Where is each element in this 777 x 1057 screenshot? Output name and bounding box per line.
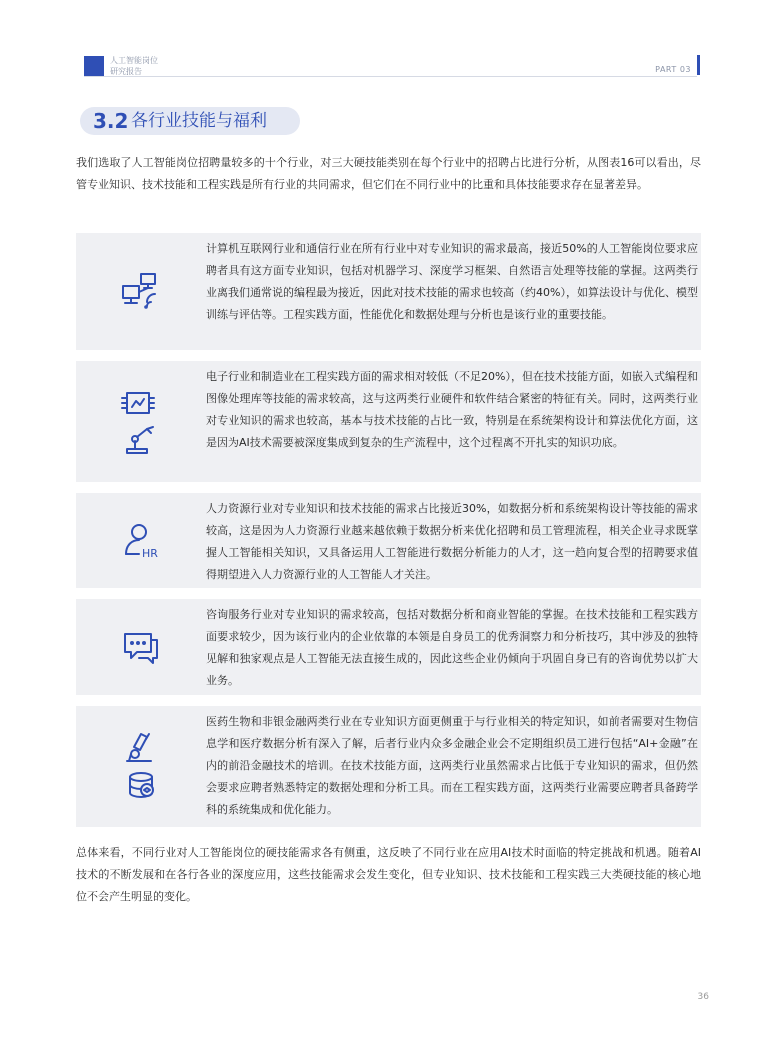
header-report-title: [110, 55, 158, 77]
industry-card-internet: [76, 233, 701, 350]
industry-card-text: 人力资源行业对专业知识和技术技能的需求占比接近30%，如数据分析和系统架构设计等技能的需求较高，这是因为人力资源行业越来越依赖于数据分析来优化招聘和员工管理流程，相关企业寻求既掌握人工智能相关知识，又具备运用人工智能进行数据分析能力的人才，这一趋向复合型的招聘要求值得期望进入人力资源行业的人工智能人才关注。: [206, 502, 698, 581]
hr-person-icon: [106, 493, 176, 588]
industry-card-pharma-finance: [76, 706, 701, 827]
section-title: 各行业技能与福利: [131, 111, 267, 131]
chat-bubble-icon: [106, 599, 176, 695]
conclusion-paragraph: 总体来看，不同行业对人工智能岗位的硬技能需求各有侧重，这反映了不同行业在应用AI技术时面临的特定挑战和机遇。随着AI技术的不断发展和在各行各业的深度应用，这些技能需求会发生变化，但专业知识、技术技能和工程实践三大类硬技能的核心地位不会产生明显的变化。: [76, 846, 701, 903]
industry-card-consulting: [76, 599, 701, 695]
industry-card-text: 咨询服务行业对专业知识的需求较高，包括对数据分析和商业智能的掌握。在技术技能和工程实践方面要求较少，因为该行业内的企业依靠的本领是自身员工的优秀洞察力和分析技巧，其中涉及的独特见解和独家观点是人工智能无法直接生成的，因此这些企业仍倾向于巩固自身已有的咨询优势以扩大业务。: [206, 608, 698, 687]
industry-card-text: 医药生物和非银金融两类行业在专业知识方面更侧重于与行业相关的特定知识，如前者需要对生物信息学和医疗数据分析有深入了解，后者行业内众多金融企业会不定期组织员工进行包括“AI+金融”在内的前沿金融技术的培训。在技术技能方面，这两类行业虽然需求占比低于专业知识的需求，但仍然会要求应聘者熟悉特定的数据处理和分析工具。而在工程实践方面，这两类行业需要应聘者具备跨学科的系统集成和优化能力。: [206, 715, 698, 816]
header-accent-bar: [697, 55, 700, 75]
header-divider: [84, 76, 697, 77]
chip-robot-arm-icon: [106, 361, 176, 482]
header-logo-block: [84, 56, 104, 76]
header-part-label: PART 03: [655, 65, 691, 74]
header-line2: 研究报告: [110, 67, 142, 76]
industry-card-text: 计算机互联网行业和通信行业在所有行业中对专业知识的需求最高，接近50%的人工智能岗位要求应聘者具有这方面专业知识，包括对机器学习、深度学习框架、自然语言处理等技能的掌握。这两类行业离我们通常说的编程最为接近，因此对技术技能的需求也较高（约40%），如算法设计与优化、模型训练与评估等。工程实践方面，性能优化和数据处理与分析也是该行业的重要技能。: [206, 242, 698, 321]
page-number: 36: [697, 992, 709, 1002]
computer-network-icon: [106, 233, 176, 350]
industry-card-hr: [76, 493, 701, 588]
intro-paragraph: 我们选取了人工智能岗位招聘量较多的十个行业，对三大硬技能类别在每个行业中的招聘占比进行分析，从图表16可以看出，尽管专业知识、技术技能和工程实践是所有行业的共同需求，但它们在不同行业中的比重和具体技能要求存在显著差异。: [76, 156, 701, 191]
section-number: 3.2: [93, 109, 129, 133]
header-line1: 人工智能岗位: [110, 56, 158, 65]
industry-card-text: 电子行业和制造业在工程实践方面的需求相对较低（不足20%），但在技术技能方面，如嵌入式编程和图像处理库等技能的需求较高，这与这两类行业硬件和软件结合紧密的特征有关。同时，这两类行业对专业知识的需求也较高，基本与技术技能的占比一致，特别是在系统架构设计和算法优化方面，这是因为AI技术需要被深度集成到复杂的生产流程中，这个过程离不开扎实的知识功底。: [206, 370, 698, 449]
svg-text:HR: HR: [142, 546, 158, 560]
industry-card-electronics: [76, 361, 701, 482]
microscope-coins-icon: [106, 706, 176, 827]
